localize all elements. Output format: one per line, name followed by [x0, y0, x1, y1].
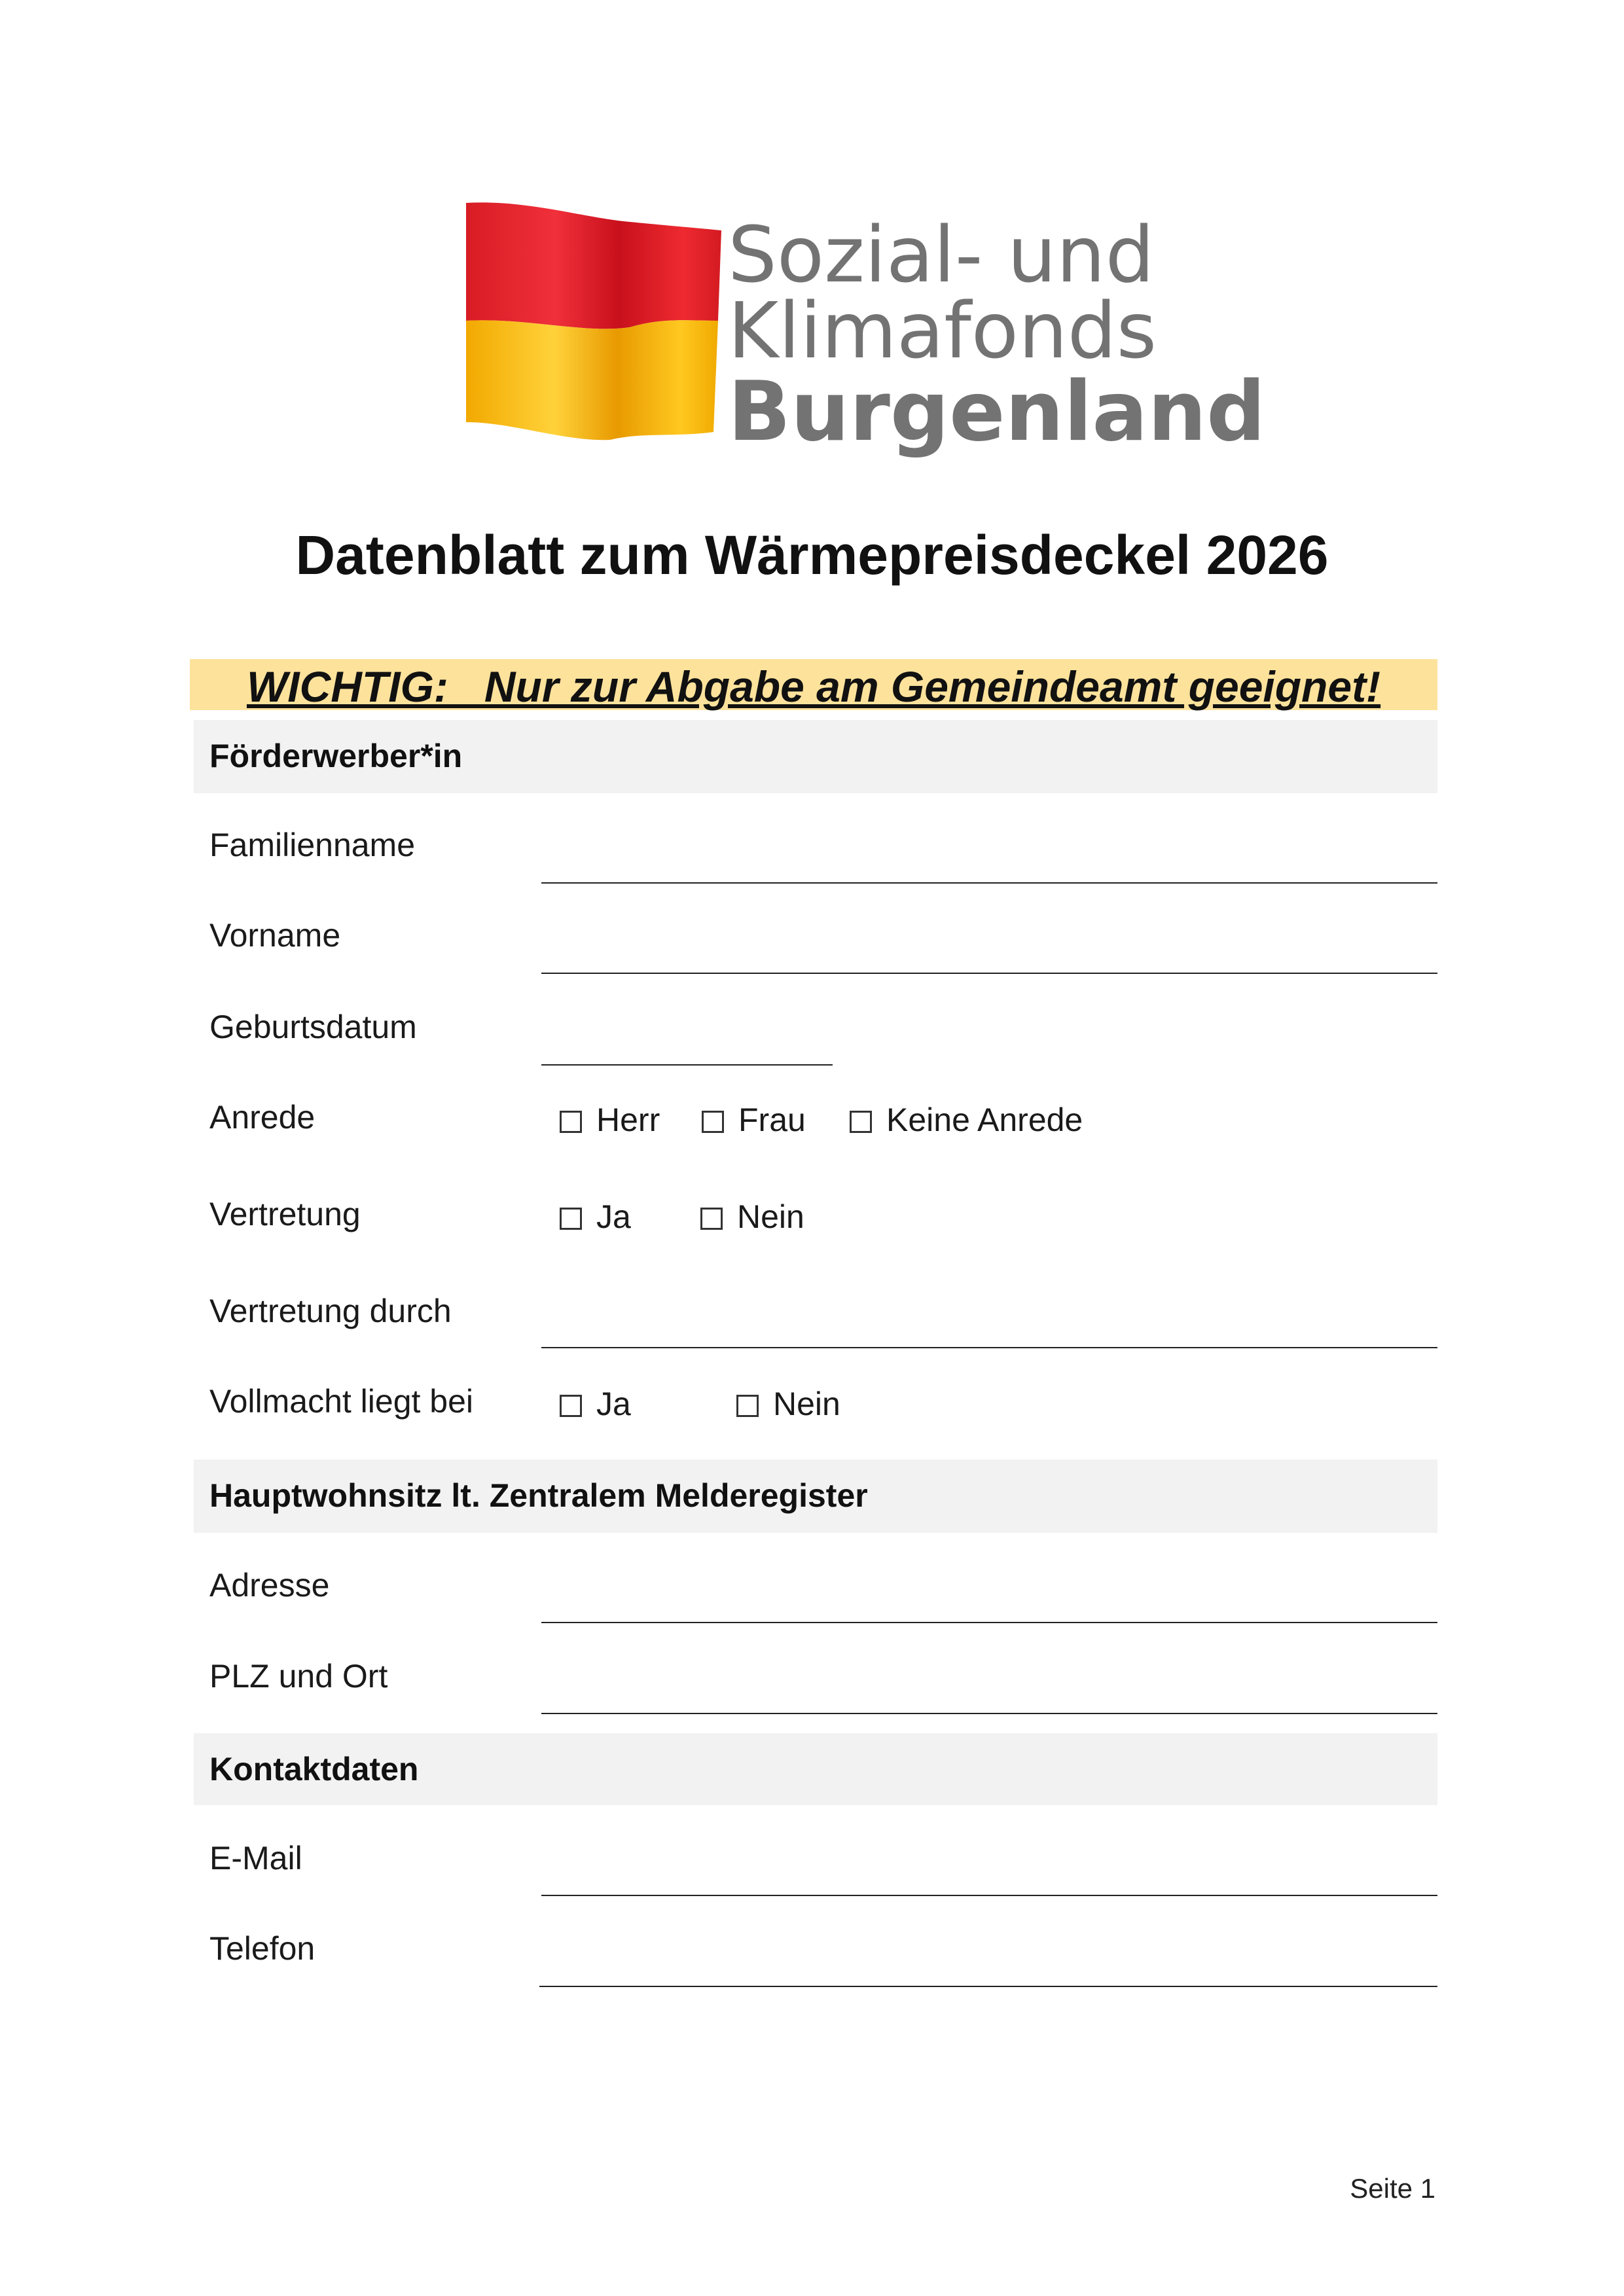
- logo-text-line2: Klimafonds: [728, 285, 1157, 376]
- label-first-name: Vorname: [209, 917, 341, 954]
- checkbox-salutation-none[interactable]: Keine Anrede: [850, 1101, 1083, 1139]
- checkbox-attorney-ja[interactable]: Ja: [560, 1385, 631, 1423]
- checkbox-icon: [736, 1395, 759, 1417]
- checkbox-salutation-frau[interactable]: Frau: [702, 1101, 806, 1139]
- checkbox-representation-ja[interactable]: Ja: [560, 1198, 631, 1236]
- page-number: Seite 1: [1350, 2173, 1435, 2204]
- input-represented-by[interactable]: [541, 1347, 1437, 1348]
- label-salutation: Anrede: [209, 1099, 316, 1136]
- section-title: Hauptwohnsitz lt. Zentralem Melderegister: [209, 1477, 868, 1514]
- section-header-applicant: [194, 720, 1437, 793]
- label-birth-date: Geburtsdatum: [209, 1009, 417, 1045]
- checkbox-representation-nein[interactable]: Nein: [700, 1198, 804, 1236]
- label-represented-by: Vertretung durch: [209, 1293, 452, 1329]
- input-address[interactable]: [541, 1622, 1437, 1623]
- input-family-name[interactable]: [541, 882, 1437, 884]
- notice-text: WICHTIG: Nur zur Abgabe am Gemeindeamt geeignet!: [246, 662, 1381, 711]
- label-power-of-attorney: Vollmacht liegt bei: [209, 1383, 474, 1420]
- label-email: E-Mail: [209, 1840, 302, 1876]
- checkbox-icon: [560, 1395, 582, 1417]
- section-title: Förderwerber*in: [209, 738, 463, 774]
- logo-text-line1: Sozial- und: [728, 209, 1155, 300]
- section-header-contact: [194, 1733, 1437, 1805]
- input-zip-city[interactable]: [541, 1713, 1437, 1714]
- label-address: Adresse: [209, 1567, 330, 1604]
- logo: [466, 190, 1266, 465]
- burgenland-flag-icon: [466, 196, 721, 442]
- page-title: Datenblatt zum Wärmepreisdeckel 2026: [295, 524, 1329, 586]
- checkbox-icon: [702, 1111, 724, 1133]
- input-phone[interactable]: [539, 1986, 1437, 1987]
- input-birth-date[interactable]: [541, 1064, 833, 1066]
- section-header-residence: [194, 1460, 1437, 1533]
- label-representation: Vertretung: [209, 1196, 361, 1232]
- checkbox-icon: [560, 1208, 582, 1230]
- input-email[interactable]: [541, 1895, 1437, 1896]
- label-family-name: Familienname: [209, 827, 416, 863]
- section-title: Kontaktdaten: [209, 1751, 419, 1787]
- label-phone: Telefon: [209, 1930, 316, 1967]
- input-first-name[interactable]: [541, 973, 1437, 974]
- checkbox-salutation-herr[interactable]: Herr: [560, 1101, 660, 1139]
- checkbox-icon: [850, 1111, 872, 1133]
- logo-text-line3: Burgenland: [728, 363, 1266, 459]
- label-zip-city: PLZ und Ort: [209, 1658, 388, 1695]
- checkbox-attorney-nein[interactable]: Nein: [736, 1385, 840, 1423]
- checkbox-icon: [560, 1111, 582, 1133]
- checkbox-icon: [700, 1208, 723, 1230]
- important-notice: [190, 659, 1437, 710]
